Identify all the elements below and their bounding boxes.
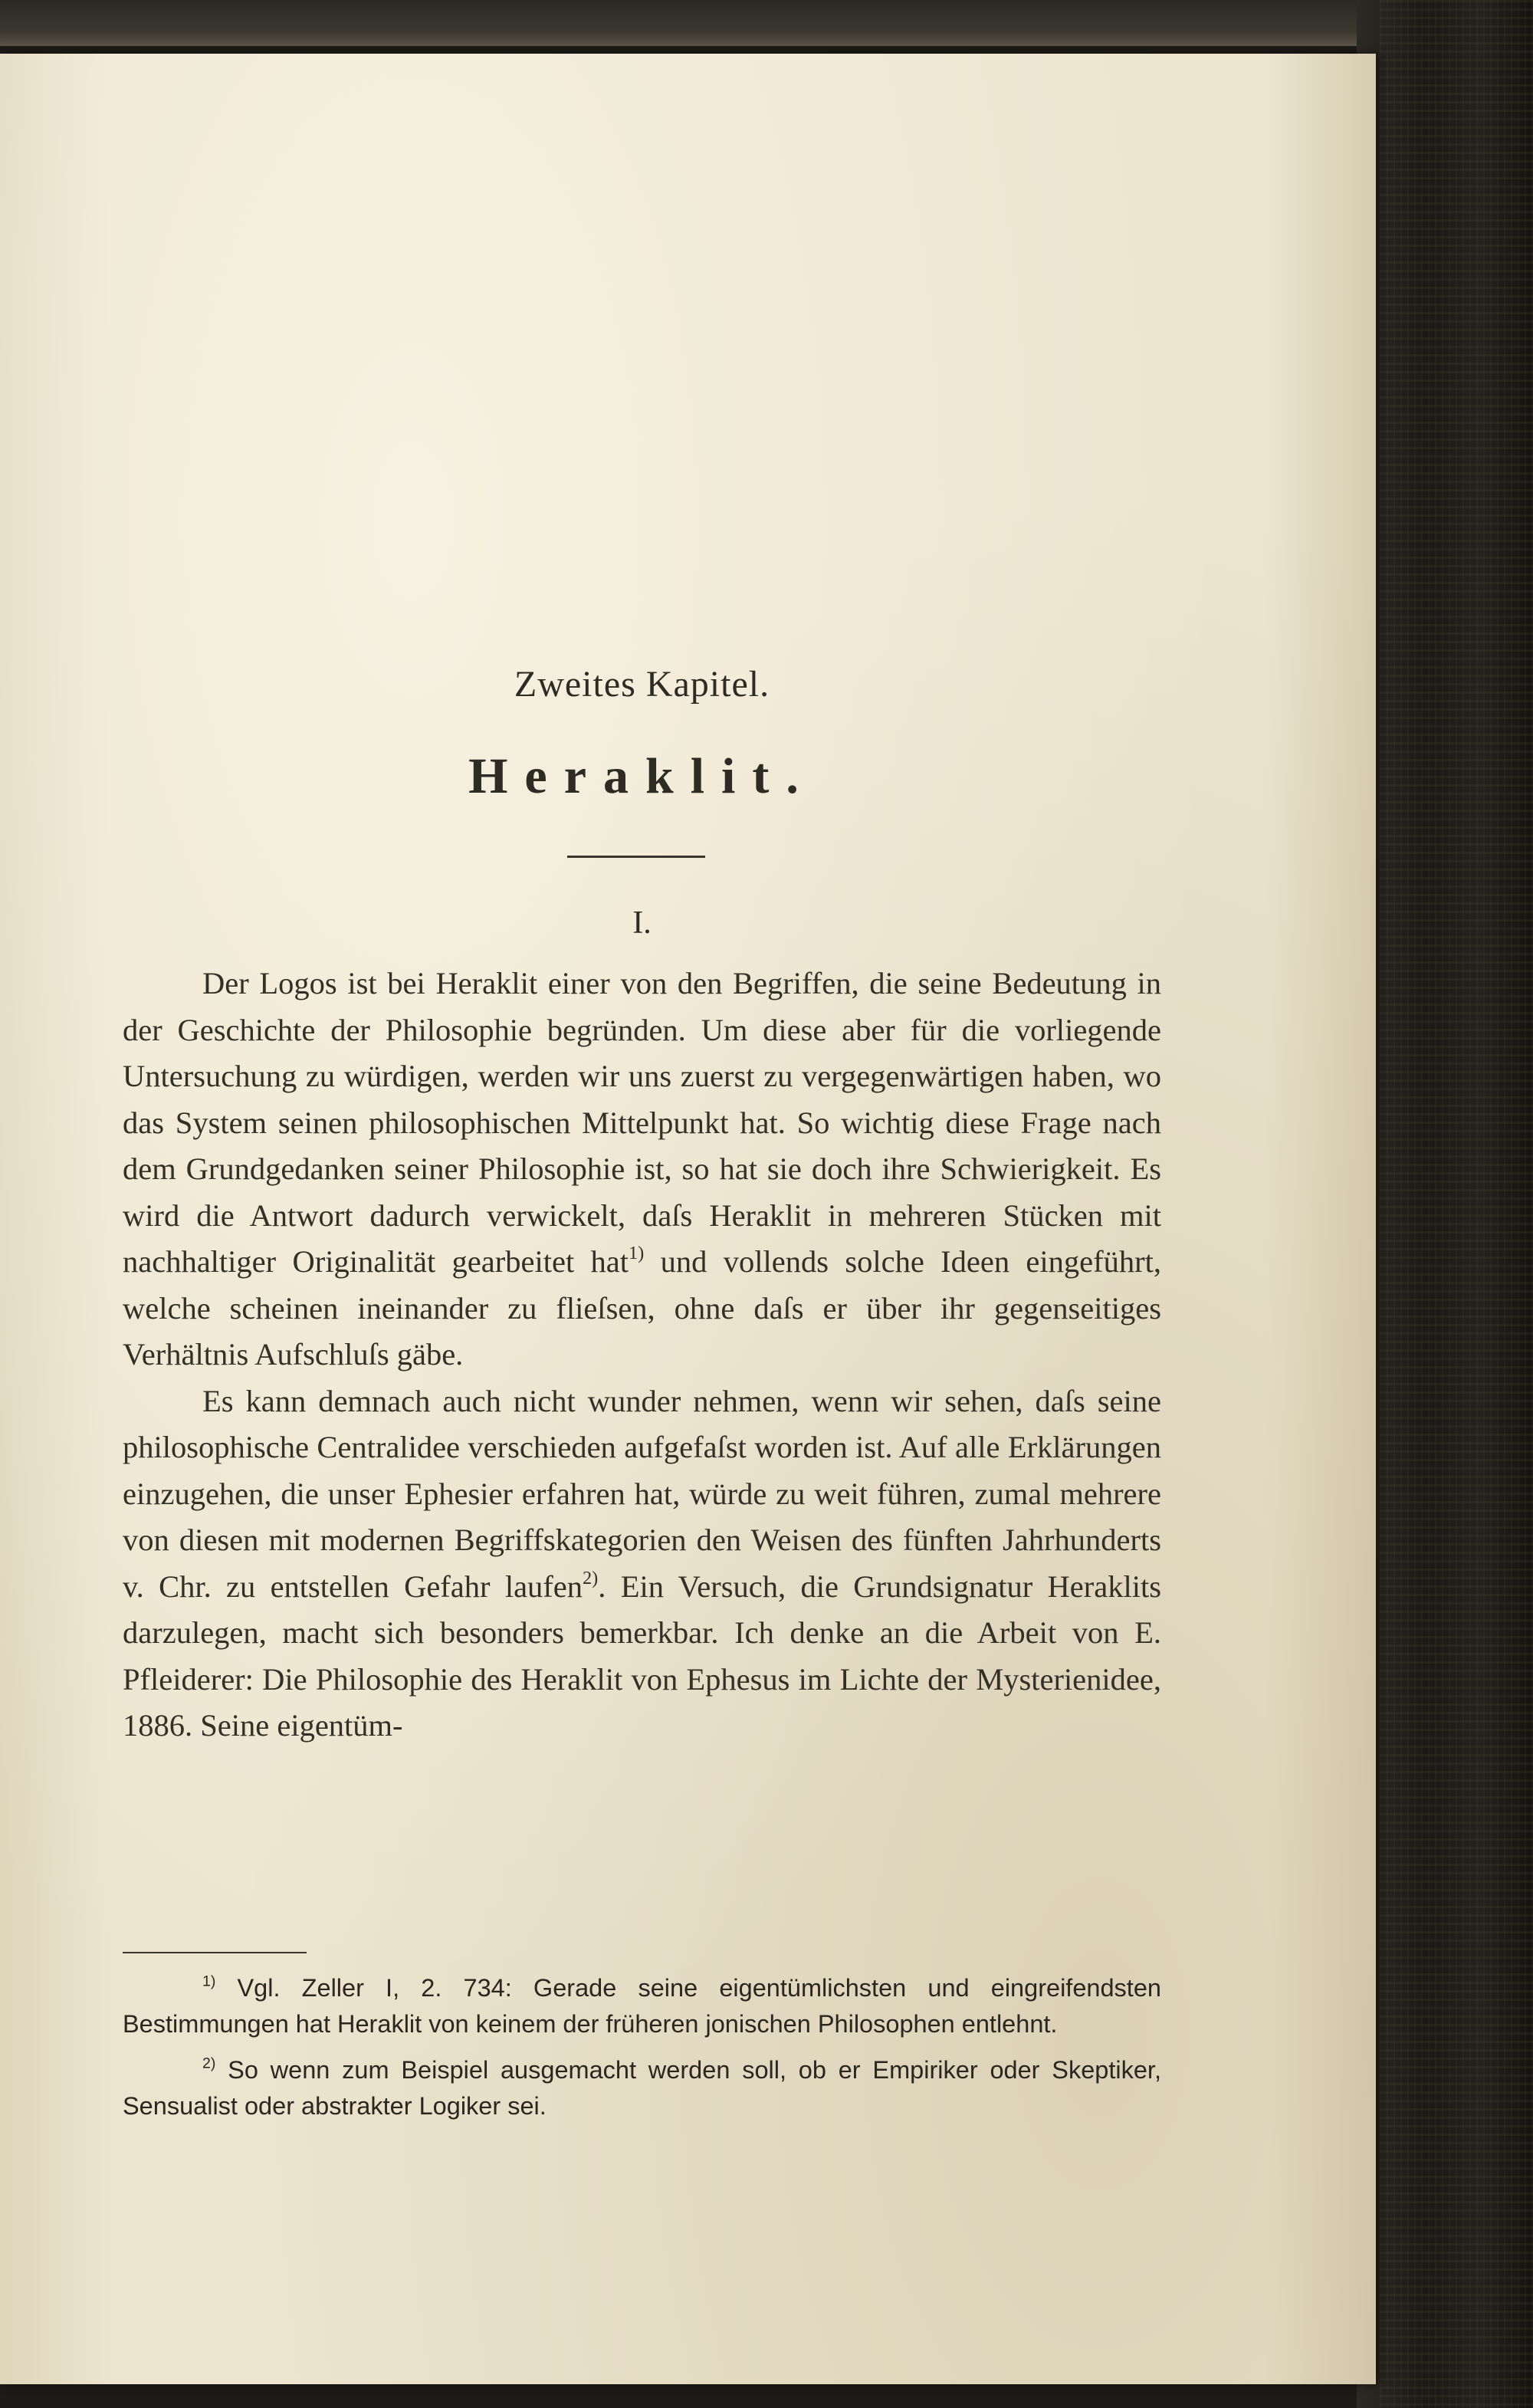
footnote — [123, 2052, 1161, 2124]
paragraph-text: und vollends solche Ideen eingeführt, welche scheinen ineinander zu flieſsen, ohne daſs er über ihr gegenseitiges Verhältnis Aufschluſs gäbe. — [123, 1244, 1161, 1372]
footnote-ref: 1) — [629, 1243, 645, 1263]
footnote-text: Vgl. Zeller I, 2. 734: Gerade seine eigentümlichsten und eingreifendsten Bestimmungen hat Heraklit von keinem der früheren jonischen Philosophen entlehnt. — [123, 1974, 1161, 2038]
spine-texture — [1380, 0, 1533, 2408]
footnote-marker: 1) — [202, 1973, 216, 1990]
paragraph — [123, 1378, 1161, 1749]
footnote — [123, 1970, 1161, 2042]
chapter-title: Heraklit. — [468, 748, 816, 804]
body-text — [123, 961, 1161, 1749]
footnotes — [123, 1970, 1161, 2134]
footnote-ref: 2) — [583, 1567, 599, 1588]
footnote-text: So wenn zum Beispiel ausgemacht werden soll, ob er Empiriker oder Skeptiker, Sensualist oder abstrakter Logiker sei. — [123, 2056, 1161, 2120]
title-divider — [567, 856, 705, 858]
paragraph-text: Es kann demnach auch nicht wunder nehmen, wenn wir sehen, daſs seine philosophische Centralidee verschieden aufgefaſst worden ist. Auf alle Erklärungen einzugehen, die unser Ephesier erfahren hat, würde zu weit führen, zumal mehrere von diesen mit modernen Begriffskategorien den Weisen des fünften Jahrhunderts v. Chr. zu entstellen Gefahr laufen — [123, 1383, 1161, 1604]
book-page — [0, 54, 1376, 2384]
footnote-marker: 2) — [202, 2055, 216, 2072]
chapter-heading: Zweites Kapitel. — [514, 664, 770, 705]
section-number: I. — [632, 905, 652, 941]
paragraph — [123, 961, 1161, 1378]
paragraph-text: Der Logos ist bei Heraklit einer von den Begriffen, die seine Bedeutung in der Geschichte der Philosophie begründen. Um diese aber für die vorliegende Untersuchung zu würdigen, werden wir uns zuerst zu vergegenwärtigen haben, wo das System seinen philosophischen Mittelpunkt hat. So wichtig diese Frage nach dem Grundgedanken seiner Philosophie ist, so hat sie doch ihre Schwierigkeit. Es wird die Antwort dadurch verwickelt, daſs Heraklit in mehreren Stücken mit nachhaltiger Originalität gearbeitet hat — [123, 966, 1161, 1279]
footnote-divider — [123, 1952, 307, 1953]
paragraph-text: . Ein Versuch, die Grundsignatur Heraklits darzulegen, macht sich besonders bemerkbar. Ich denke an die Arbeit von E. Pfleiderer: Die Philosophie des Heraklit von Ephesus im Lichte der Mysterienidee, 1886. Seine eigentüm- — [123, 1569, 1161, 1743]
book-top-edge — [0, 0, 1533, 46]
